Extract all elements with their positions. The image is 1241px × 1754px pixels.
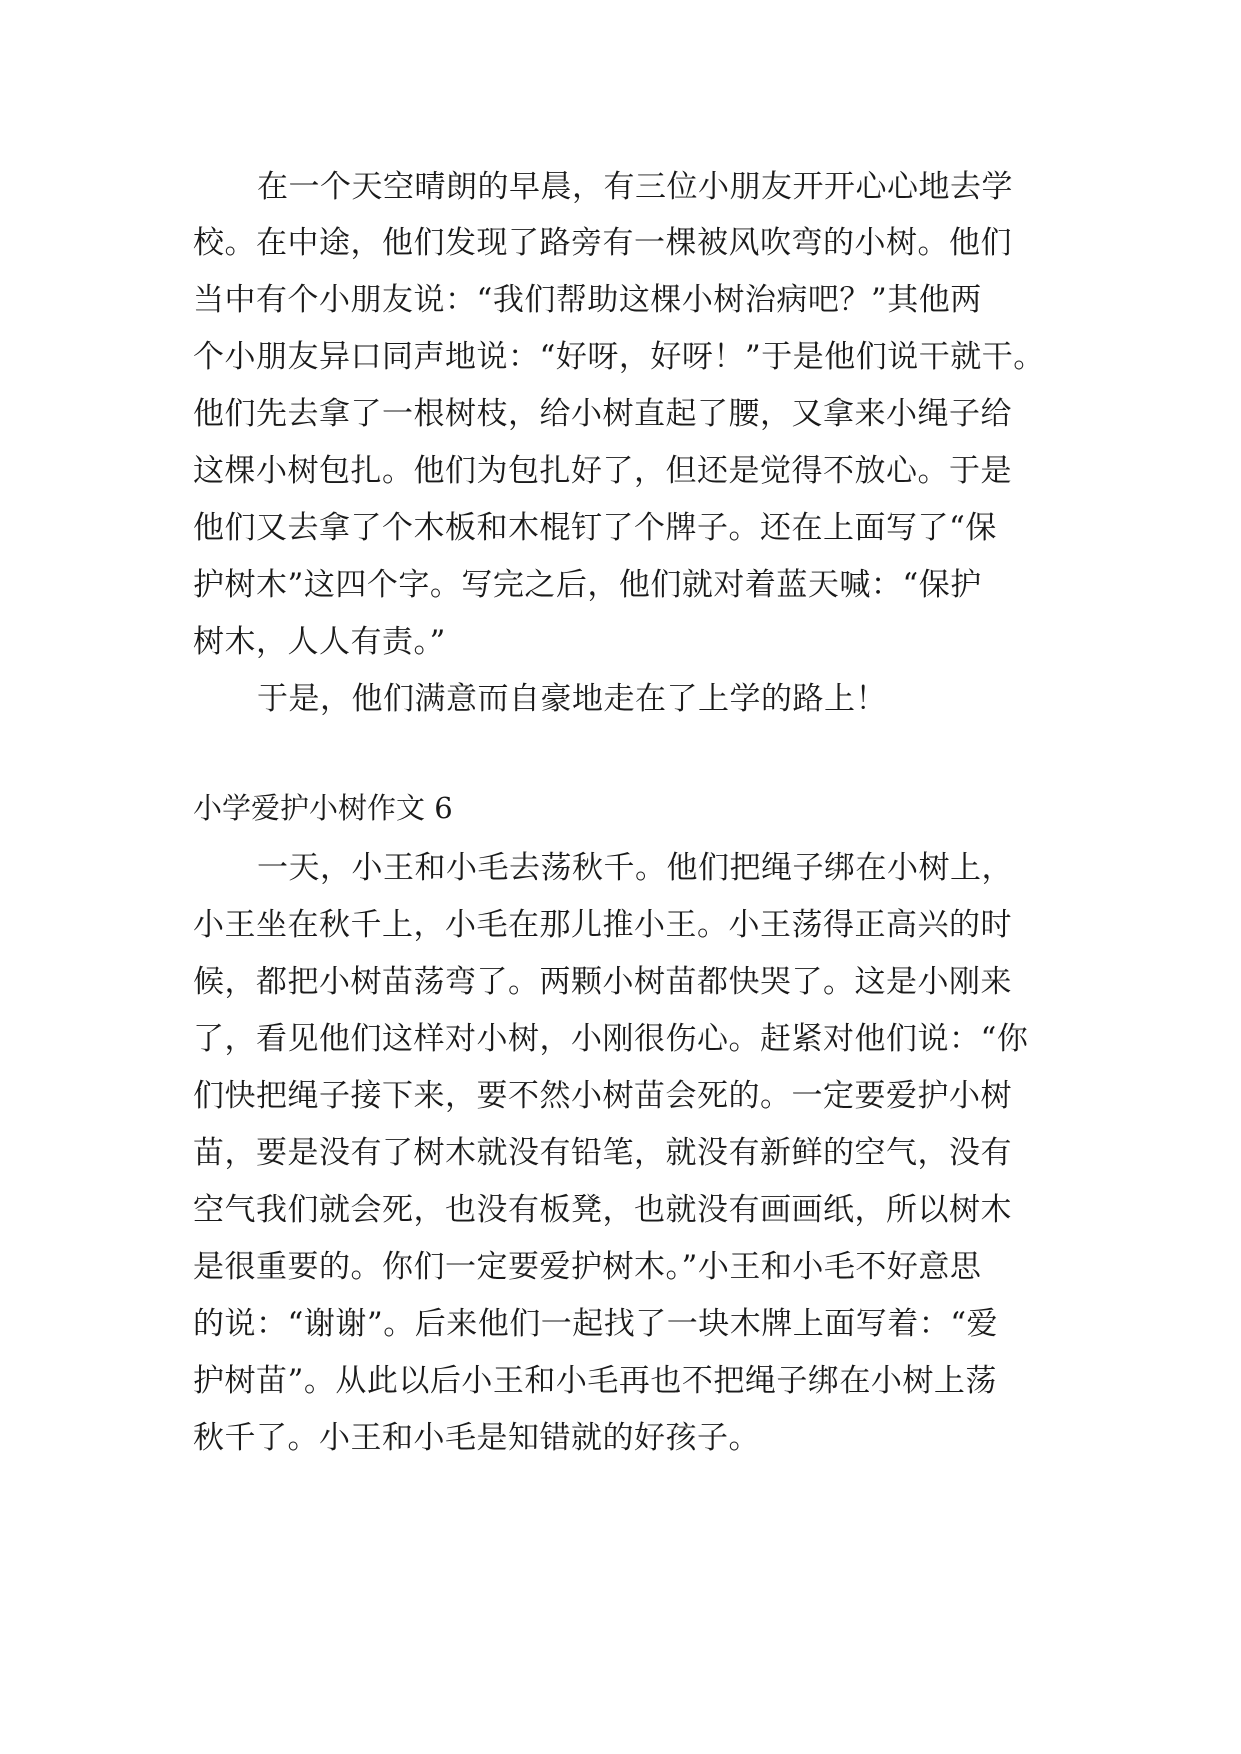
paragraph-line: 他们先去拿了一根树枝，给小树直起了腰，又拿来小绳子给 [193,396,1012,432]
paragraph-line: 个小朋友异口同声地说：“好呀，好呀！”于是他们说干就干。 [193,339,1045,375]
paragraph-line: 的说：“谢谢”。后来他们一起找了一块木牌上面写着：“爱 [193,1306,999,1342]
paragraph-line: 们快把绳子接下来，要不然小树苗会死的。一定要爱护小树 [193,1078,1012,1114]
paragraph-line: 候，都把小树苗荡弯了。两颗小树苗都快哭了。这是小刚来 [193,964,1012,1000]
paragraph-line: 是很重要的。你们一定要爱护树木。”小王和小毛不好意思 [193,1249,982,1285]
paragraph-line: 护树苗”。从此以后小王和小毛再也不把绳子绑在小树上荡 [193,1363,997,1399]
paragraph-line: 他们又去拿了个木板和木棍钉了个牌子。还在上面写了“保 [193,510,997,546]
paragraph-line: 了，看见他们这样对小树，小刚很伤心。赶紧对他们说：“你 [193,1021,1029,1057]
essay-title: 小学爱护小树作文 6 [193,791,453,825]
paragraph-line: 这棵小树包扎。他们为包扎好了，但还是觉得不放心。于是 [193,453,1012,489]
paragraph-line: 护树木”这四个字。写完之后，他们就对着蓝天喊：“保护 [193,567,982,603]
paragraph-line: 在一个天空晴朗的早晨，有三位小朋友开开心心地去学 [257,169,1013,205]
paragraph-line: 空气我们就会死，也没有板凳，也就没有画画纸，所以树木 [193,1192,1012,1228]
paragraph-line: 苗，要是没有了树木就没有铅笔，就没有新鲜的空气，没有 [193,1135,1012,1171]
closing-line: 于是，他们满意而自豪地走在了上学的路上！ [257,681,887,717]
paragraph-line: 小王坐在秋千上，小毛在那儿推小王。小王荡得正高兴的时 [193,907,1012,943]
paragraph-line: 一天，小王和小毛去荡秋千。他们把绳子绑在小树上， [257,850,1013,886]
paragraph-line: 校。在中途，他们发现了路旁有一棵被风吹弯的小树。他们 [193,225,1012,261]
paragraph-line: 树木，人人有责。” [193,624,446,660]
paragraph-line: 当中有个小朋友说：“我们帮助这棵小树治病吧？”其他两 [193,282,982,318]
paragraph-line: 秋千了。小王和小毛是知错就的好孩子。 [193,1420,760,1456]
